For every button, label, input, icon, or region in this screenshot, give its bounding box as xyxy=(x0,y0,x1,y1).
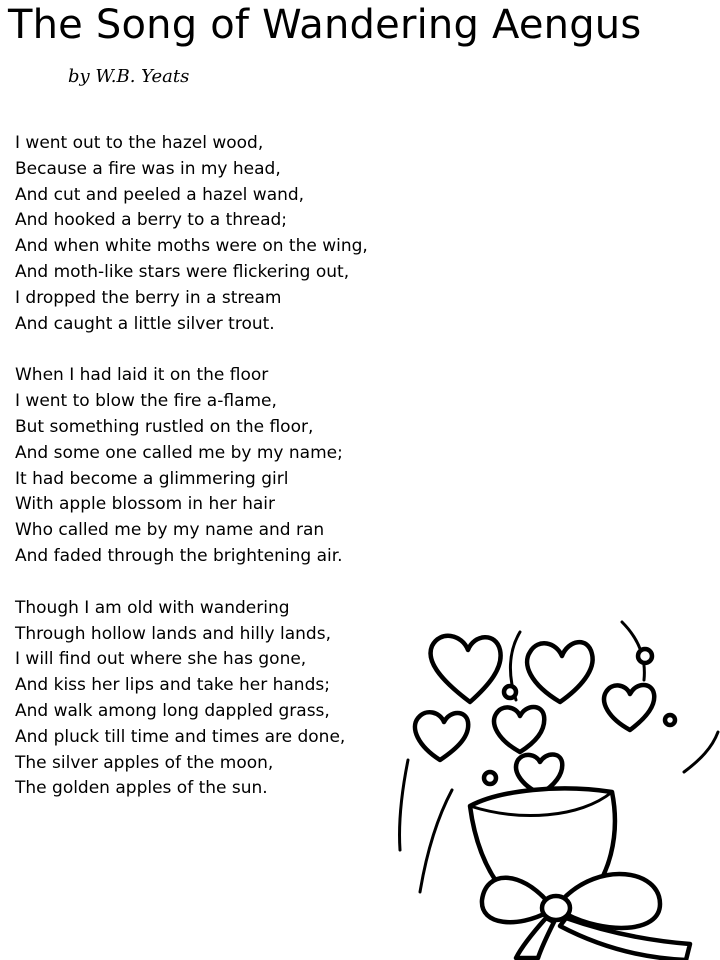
poem-line: And some one called me by my name; xyxy=(15,442,343,463)
heart-icon xyxy=(494,707,544,752)
poem-line: When I had laid it on the floor xyxy=(15,365,269,386)
poem-line: And moth-like stars were flickering out, xyxy=(15,261,350,282)
poem-line: And pluck till time and times are done, xyxy=(15,726,346,747)
poem-line: The silver apples of the moon, xyxy=(15,752,274,773)
bubble-icon xyxy=(665,715,675,725)
poem-line: And walk among long dappled grass, xyxy=(15,700,330,721)
heart-icon xyxy=(415,712,468,760)
stanza-1 xyxy=(15,131,435,337)
poem-line: I went out to the hazel wood, xyxy=(15,133,264,153)
swoosh-line xyxy=(399,760,408,850)
poem-body xyxy=(15,131,435,828)
stanza-2 xyxy=(15,363,435,569)
bubble-icon xyxy=(504,686,516,698)
stanza-3 xyxy=(15,596,435,802)
poem-title: The Song of Wandering Aengus xyxy=(8,2,642,48)
poem-line: I went to blow the fire a-flame, xyxy=(15,391,277,412)
heart-icon xyxy=(527,642,593,702)
poem-line: And kiss her lips and take her hands; xyxy=(15,675,330,696)
poem-line: With apple blossom in her hair xyxy=(15,494,276,515)
poem-line: And faded through the brightening air. xyxy=(15,545,343,566)
heart-bouquet-icon xyxy=(396,612,720,960)
bubble-icon xyxy=(638,649,652,663)
bubble-icon xyxy=(484,772,496,784)
poem-line: And when white moths were on the wing, xyxy=(15,236,368,257)
swoosh-line xyxy=(684,732,718,772)
poem-line: Through hollow lands and hilly lands, xyxy=(15,623,331,644)
poem-line: I will find out where she has gone, xyxy=(15,649,307,670)
poem-line: And caught a little silver trout. xyxy=(15,313,275,334)
poem-line: The golden apples of the sun. xyxy=(15,778,268,799)
poem-line: And cut and peeled a hazel wand, xyxy=(15,184,305,205)
poem-line: And hooked a berry to a thread; xyxy=(15,210,288,231)
bow-tail-left xyxy=(516,918,554,958)
poem-line: I dropped the berry in a stream xyxy=(15,287,282,308)
poem-line: Because a fire was in my head, xyxy=(15,158,281,179)
poem-line: It had become a glimmering girl xyxy=(15,468,289,489)
poem-author: by W.B. Yeats xyxy=(68,66,190,87)
poem-line: But something rustled on the floor, xyxy=(15,416,314,437)
heart-icon xyxy=(431,636,501,702)
heart-icon xyxy=(604,685,654,730)
poem-line: Though I am old with wandering xyxy=(15,597,290,618)
swoosh-line xyxy=(420,790,452,892)
poem-line: Who called me by my name and ran xyxy=(15,520,325,541)
